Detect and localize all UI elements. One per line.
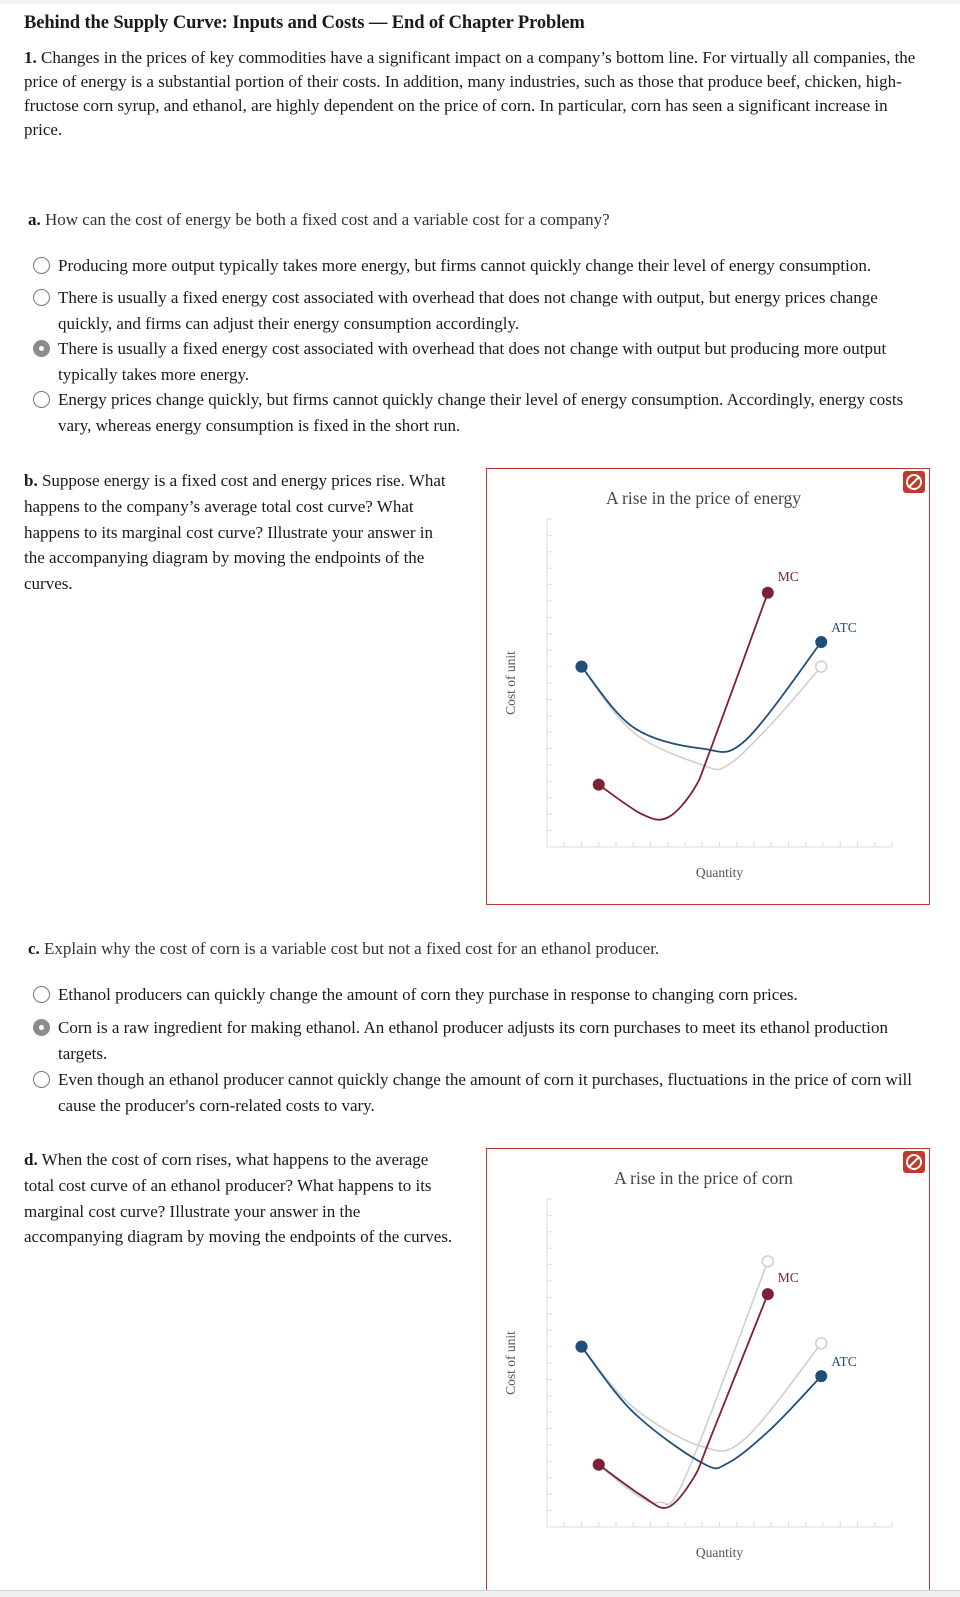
atc-curve-end-handle[interactable] — [816, 1371, 827, 1382]
question-b-text: Suppose energy is a fixed cost and energy prices rise. What happens to the company’s average total cost curve? What happens to its marginal cost curve? Illustrate your answer in the accompanying diagram by moving the endpoints of the curves. — [24, 471, 446, 594]
y-axis-label: Cost of unit — [503, 1331, 518, 1395]
graph-panel-energy — [486, 468, 930, 905]
question-b-label: b. — [24, 471, 38, 490]
radio-button[interactable] — [33, 986, 50, 1003]
chart-title: A rise in the price of energy — [605, 488, 802, 508]
mc-curve — [599, 1294, 768, 1508]
option-a-3[interactable] — [33, 336, 933, 387]
question-d-text: When the cost of corn rises, what happens to the average total cost curve of an ethanol producer? What happens to its marginal cost curve? Illustrate your answer in the accompanying diagram by moving the endpoints of the curves. — [24, 1150, 453, 1247]
atc-curve-original-end-handle — [816, 1338, 827, 1349]
option-c-3[interactable] — [33, 1067, 933, 1118]
question-c-label: c. — [28, 939, 40, 958]
radio-button[interactable] — [33, 391, 50, 408]
atc-label: ATC — [831, 620, 857, 635]
atc-curve — [582, 642, 822, 752]
option-a-1[interactable] — [33, 253, 933, 279]
y-axis-label: Cost of unit — [503, 651, 518, 715]
energy-cost-chart — [487, 469, 928, 903]
mc-curve-original — [599, 1261, 768, 1504]
graph-panel-corn — [486, 1148, 930, 1596]
mc-curve-end-handle[interactable] — [762, 587, 773, 598]
option-text: Ethanol producers can quickly change the amount of corn they purchase in response to changing corn prices. — [58, 985, 798, 1004]
atc-curve-original — [582, 1343, 822, 1451]
atc-curve — [582, 1347, 822, 1469]
problem-number: 1. — [24, 48, 37, 67]
atc-label: ATC — [831, 1354, 857, 1370]
question-a — [28, 208, 610, 232]
radio-button[interactable] — [33, 289, 50, 306]
atc-curve-original-end-handle — [816, 661, 827, 672]
question-d — [24, 1147, 454, 1250]
question-c — [28, 937, 659, 961]
incorrect-icon — [903, 1151, 925, 1173]
mc-curve — [599, 593, 768, 820]
option-text: Even though an ethanol producer cannot quickly change the amount of corn it purchases, fluctuations in the price of corn will cause the producer's corn-related costs to vary. — [58, 1070, 912, 1115]
question-b — [24, 468, 454, 597]
atc-curve-start-handle[interactable] — [576, 661, 587, 672]
mc-label: MC — [777, 568, 799, 584]
problem-text: Changes in the prices of key commodities have a significant impact on a company’s bottom line. For virtually all companies, the price of energy is a substantial portion of their costs. In addition, many industries, such as those that produce beef, chicken, high-fructose corn syrup, and ethanol, are highly dependent on the price of corn. In particular, corn has seen a significant increase in price. — [24, 48, 916, 139]
option-text: There is usually a fixed energy cost associated with overhead that does not change with output, but energy prices change quickly, and firms can adjust their energy consumption accordingly. — [58, 288, 878, 333]
mc-curve-start-handle[interactable] — [593, 779, 604, 790]
problem-intro — [24, 46, 929, 142]
mc-curve-start-handle[interactable] — [593, 1459, 604, 1470]
mc-curve-original-end-handle — [762, 1256, 773, 1267]
radio-button-selected[interactable] — [33, 1019, 50, 1036]
mc-label: MC — [777, 1270, 799, 1286]
top-rule — [0, 0, 960, 4]
page-title: Behind the Supply Curve: Inputs and Costs — End of Chapter Problem — [24, 13, 585, 33]
incorrect-icon — [903, 471, 925, 493]
option-text: Energy prices change quickly, but firms cannot quickly change their level of energy consumption. Accordingly, energy costs vary, whereas energy consumption is fixed in the short run. — [58, 390, 904, 435]
option-c-2[interactable] — [33, 1015, 933, 1066]
mc-curve-end-handle[interactable] — [762, 1289, 773, 1300]
radio-button[interactable] — [33, 1071, 50, 1088]
question-a-text: How can the cost of energy be both a fixed cost and a variable cost for a company? — [45, 210, 610, 229]
question-a-label: a. — [28, 210, 41, 229]
option-text: There is usually a fixed energy cost associated with overhead that does not change with output but producing more output typically takes more energy. — [58, 339, 887, 384]
option-c-1[interactable] — [33, 982, 933, 1008]
atc-curve-end-handle[interactable] — [816, 637, 827, 648]
option-a-4[interactable] — [33, 387, 933, 438]
question-d-label: d. — [24, 1150, 38, 1169]
chart-title: A rise in the price of corn — [614, 1168, 793, 1188]
option-a-2[interactable] — [33, 285, 933, 336]
option-text: Corn is a raw ingredient for making ethanol. An ethanol producer adjusts its corn purchases to meet its ethanol production targets. — [58, 1018, 888, 1063]
x-axis-label: Quantity — [695, 1545, 744, 1560]
radio-button[interactable] — [33, 257, 50, 274]
x-axis-label: Quantity — [695, 865, 744, 880]
option-text: Producing more output typically takes more energy, but firms cannot quickly change their level of energy consumption. — [58, 256, 872, 275]
atc-curve-original — [582, 667, 822, 770]
question-c-text: Explain why the cost of corn is a variable cost but not a fixed cost for an ethanol producer. — [44, 939, 660, 958]
corn-cost-chart — [487, 1149, 928, 1595]
atc-curve-start-handle[interactable] — [576, 1341, 587, 1352]
radio-button-selected[interactable] — [33, 340, 50, 357]
